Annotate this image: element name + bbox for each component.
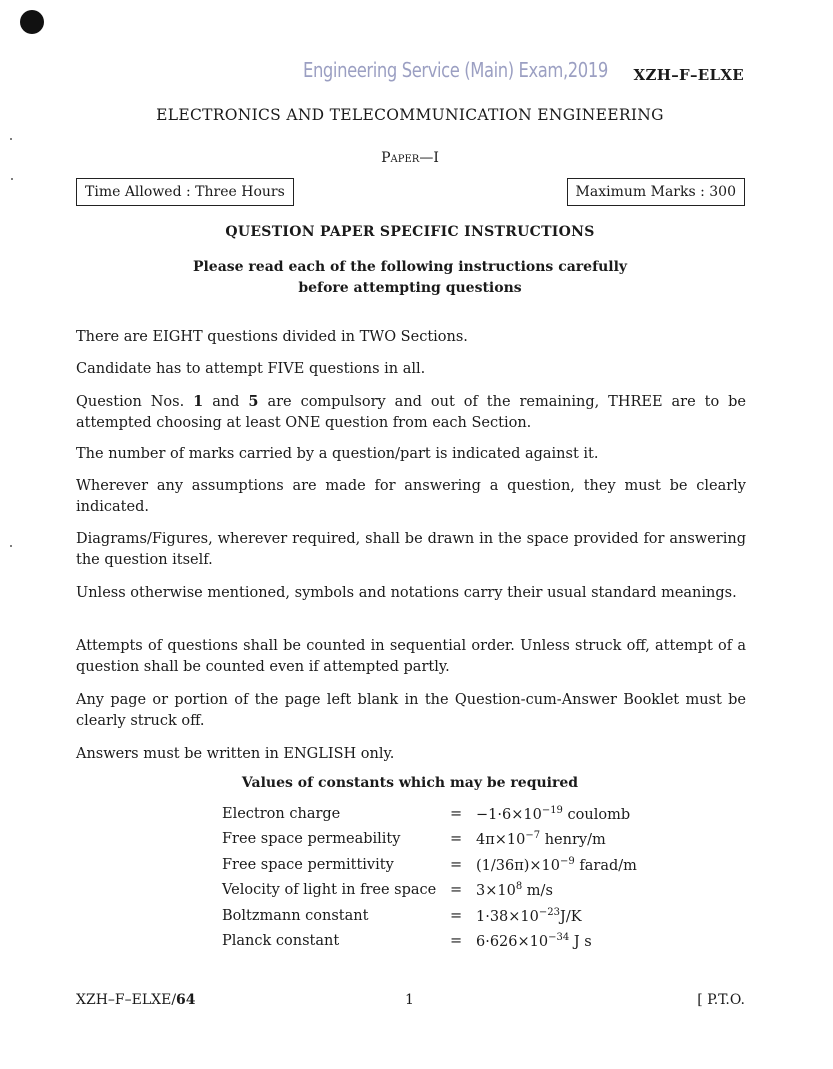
instruction-item-compulsory bbox=[76, 391, 746, 434]
subject-title: ELECTRONICS AND TELECOMMUNICATION ENGINEERING bbox=[156, 106, 664, 124]
instructions-heading: QUESTION PAPER SPECIFIC INSTRUCTIONS bbox=[225, 224, 595, 240]
instruction-text: and bbox=[203, 394, 249, 410]
constant-unit: farad/m bbox=[574, 857, 637, 874]
constant-value bbox=[476, 827, 637, 853]
pto-marker: [ P.T.O. bbox=[697, 992, 745, 1008]
constant-equals: = bbox=[450, 805, 463, 822]
constant-mantissa: −1·6×10 bbox=[476, 806, 542, 823]
constant-exponent: −9 bbox=[560, 855, 575, 867]
constant-name: Free space permeability bbox=[222, 831, 401, 848]
instruction-item: Answers must be written in ENGLISH only. bbox=[76, 746, 395, 762]
subheading-line-1: Please read each of the following instructions carefully bbox=[192, 259, 628, 275]
scan-speck bbox=[10, 138, 12, 140]
constant-row bbox=[222, 827, 637, 853]
constant-unit: henry/m bbox=[540, 832, 606, 849]
instruction-item: Unless otherwise mentioned, symbols and notations carry their usual standard meanings. bbox=[76, 585, 737, 601]
paper-label: Paper—I bbox=[381, 150, 439, 166]
instruction-text: are compulsory and out of the remaining, THREE are to be attempted choosing at least ONE question from each Section. bbox=[76, 394, 747, 431]
constant-row bbox=[222, 852, 637, 878]
constant-value bbox=[476, 929, 637, 955]
watermark-text: Engineering Service (Main) Exam,2019 bbox=[303, 58, 608, 82]
instruction-item: Wherever any assumptions are made for answering a question, they must be clearly indicated. bbox=[76, 478, 746, 515]
constant-mantissa: 6·626×10 bbox=[476, 934, 549, 951]
constant-unit: J/K bbox=[560, 908, 582, 925]
max-marks-box: Maximum Marks : 300 bbox=[567, 178, 745, 206]
instruction-item: There are EIGHT questions divided in TWO Sections. bbox=[76, 329, 468, 345]
scan-speck bbox=[10, 545, 12, 547]
constant-value bbox=[476, 852, 637, 878]
constant-mantissa: 3×10 bbox=[476, 883, 516, 900]
instruction-item: Any page or portion of the page left blank in the Question-cum-Answer Booklet must be clearly struck off. bbox=[76, 692, 746, 729]
constant-exponent: 8 bbox=[515, 881, 523, 893]
constant-name: Planck constant bbox=[222, 933, 340, 950]
constant-unit: coulomb bbox=[562, 806, 631, 823]
instruction-item: Diagrams/Figures, wherever required, shall be drawn in the space provided for answering the question itself. bbox=[76, 531, 746, 568]
constant-exponent: −7 bbox=[525, 830, 541, 842]
constant-name: Boltzmann constant bbox=[222, 907, 369, 924]
subheading-line-2: before attempting questions bbox=[298, 280, 522, 296]
constant-row bbox=[222, 801, 637, 827]
constant-value bbox=[476, 801, 637, 827]
constant-mantissa: 1·38×10 bbox=[476, 908, 539, 925]
constant-equals: = bbox=[450, 907, 463, 924]
footer-code-prefix: XZH–F–ELXE/ bbox=[76, 992, 177, 1008]
scan-speck bbox=[11, 178, 13, 180]
constant-value bbox=[476, 903, 637, 929]
constant-equals: = bbox=[450, 831, 463, 848]
paper-code: XZH–F–ELXE bbox=[633, 66, 744, 84]
constant-unit: J s bbox=[569, 934, 592, 951]
constant-mantissa: (1/36π)×10 bbox=[476, 857, 561, 874]
constant-exponent: −34 bbox=[548, 932, 570, 944]
constant-equals: = bbox=[450, 933, 463, 950]
constants-title: Values of constants which may be required bbox=[241, 775, 579, 791]
constant-equals: = bbox=[450, 856, 463, 873]
constant-exponent: −23 bbox=[538, 906, 560, 918]
constants-table bbox=[222, 801, 637, 954]
instruction-item: Attempts of questions shall be counted in sequential order. Unless struck off, attempt of a question shall be counted even if attempted partly. bbox=[76, 638, 746, 675]
time-allowed-box: Time Allowed : Three Hours bbox=[76, 178, 294, 206]
constant-mantissa: 4π×10 bbox=[476, 832, 526, 849]
footer-paper-code bbox=[76, 992, 196, 1008]
page-number: 1 bbox=[405, 992, 414, 1008]
instruction-item: The number of marks carried by a question/part is indicated against it. bbox=[76, 446, 599, 462]
footer-code-suffix: 64 bbox=[176, 992, 196, 1008]
scan-mark-dot bbox=[20, 10, 44, 34]
constant-row bbox=[222, 929, 637, 955]
constant-name: Electron charge bbox=[222, 805, 341, 822]
constant-row bbox=[222, 878, 637, 904]
constant-unit: m/s bbox=[522, 883, 553, 900]
constant-name: Free space permittivity bbox=[222, 856, 394, 873]
constant-exponent: −19 bbox=[541, 804, 563, 816]
constant-row bbox=[222, 903, 637, 929]
instruction-text: Question Nos. bbox=[76, 394, 194, 410]
question-number-bold: 5 bbox=[248, 393, 259, 410]
instruction-item: Candidate has to attempt FIVE questions in all. bbox=[76, 361, 426, 377]
constant-value bbox=[476, 878, 637, 904]
question-number-bold: 1 bbox=[193, 393, 204, 410]
constant-equals: = bbox=[450, 882, 463, 899]
constant-name: Velocity of light in free space bbox=[222, 882, 437, 899]
instructions-subheading bbox=[0, 257, 820, 299]
